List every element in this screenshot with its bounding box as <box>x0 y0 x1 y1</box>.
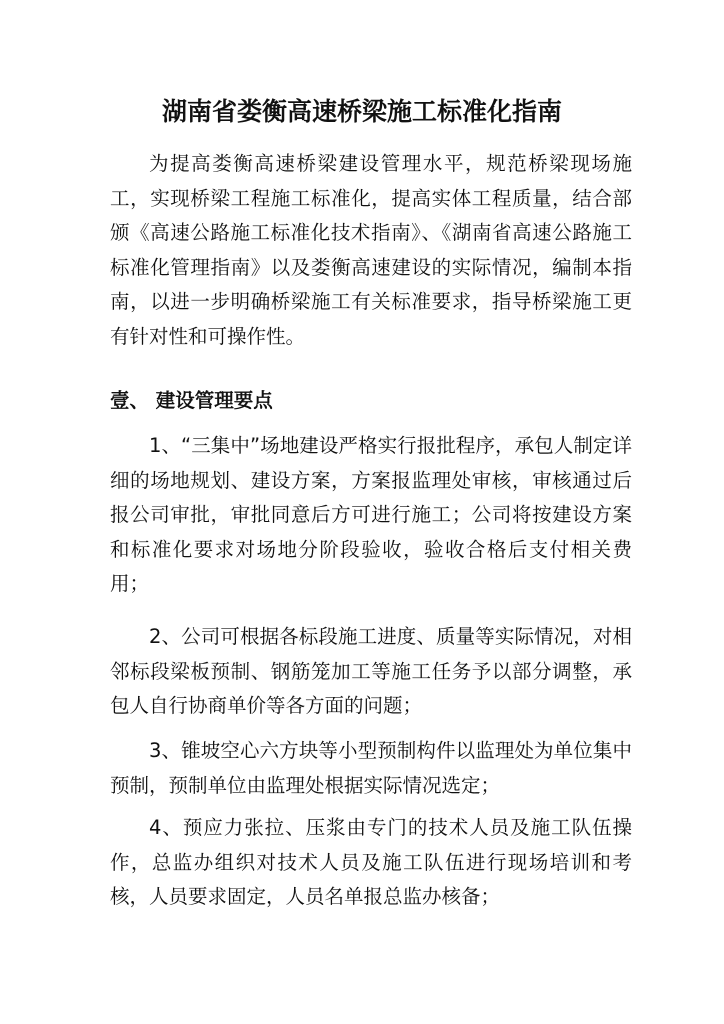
section-heading: 壹、 建设管理要点 <box>110 389 273 412</box>
intro-paragraph: 为提高娄衡高速桥梁建设管理水平，规范桥梁现场施工，实现桥梁工程施工标准化，提高实体工程质量，结合部颁《高速公路施工标准化技术指南》、《湖南省高速公路施工标准化管理指南》以及娄衡高速建设的实际情况，编制本指南，以进一步明确桥梁施工有关标准要求，指导桥梁施工更有针对性和可操作性。 <box>110 152 632 348</box>
list-item-3: 3、锥坡空心六方块等小型预制构件以监理处为单位集中预制，预制单位由监理处根据实际情况选定； <box>110 739 632 797</box>
list-item-2: 2、公司可根据各标段施工进度、质量等实际情况，对相邻标段梁板预制、钢筋笼加工等施工任务予以部分调整，承包人自行协商单价等各方面的问题； <box>110 625 632 717</box>
list-item-1: 1、“三集中”场地建设严格实行报批程序，承包人制定详细的场地规划、建设方案，方案报监理处审核，审核通过后报公司审批，审批同意后方可进行施工；公司将按建设方案和标准化要求对场地分阶段验收，验收合格后支付相关费用； <box>110 434 632 595</box>
document-title: 湖南省娄衡高速桥梁施工标准化指南 <box>161 97 562 126</box>
list-item-4: 4、预应力张拉、压浆由专门的技术人员及施工队伍操作，总监办组织对技术人员及施工队伍进行现场培训和考核，人员要求固定，人员名单报总监办核备； <box>110 816 632 908</box>
